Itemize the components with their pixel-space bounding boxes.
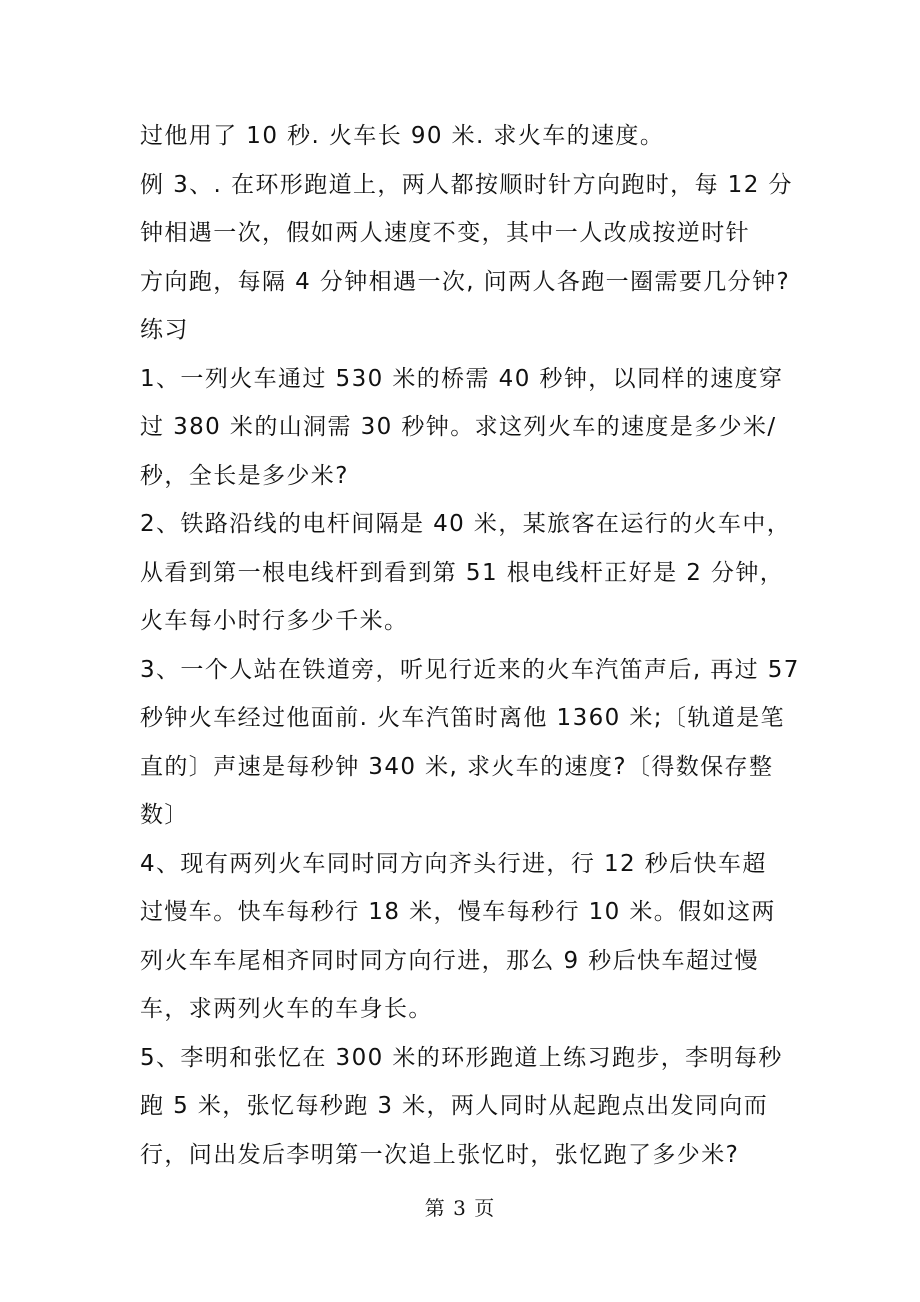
- text-line: 列火车车尾相齐同时同方向行进，那么 9 秒后快车超过慢: [140, 947, 760, 974]
- text-line: 从看到第一根电线杆到看到第 51 根电线杆正好是 2 分钟，: [140, 559, 785, 586]
- text-line: 5、李明和张忆在 300 米的环形跑道上练习跑步，李明每秒: [140, 1044, 783, 1071]
- text-line: 跑 5 米，张忆每秒跑 3 米，两人同时从起跑点出发同向而: [140, 1093, 769, 1119]
- page-number: 第 3 页: [424, 1196, 496, 1220]
- text-line: 车，求两列火车的车身长。: [140, 996, 433, 1022]
- text-line: 钟相遇一次，假如两人速度不变，其中一人改成按逆时针: [140, 220, 750, 246]
- text-line: 2、铁路沿线的电杆间隔是 40 米，某旅客在运行的火车中，: [140, 511, 792, 537]
- text-line: 行，问出发后李明第一次追上张忆时，张忆跑了多少米?: [140, 1141, 740, 1168]
- text-line: 过他用了 10 秒. 火车长 90 米. 求火车的速度。: [140, 123, 665, 149]
- text-line: 过 380 米的山洞需 30 秒钟。求这列火车的速度是多少米/: [140, 414, 777, 440]
- text-line: 3、一个人站在铁道旁，听见行近来的火车汽笛声后, 再过 57: [140, 656, 800, 683]
- text-line: 秒钟火车经过他面前. 火车汽笛时离他 1360 米;〔轨道是笔: [140, 705, 785, 731]
- text-line: 秒，全长是多少米?: [140, 462, 349, 489]
- text-line: 例 3、. 在环形跑道上，两人都按顺时针方向跑时，每 12 分: [140, 171, 793, 198]
- text-line: 4、现有两列火车同时同方向齐头行进，行 12 秒后快车超: [140, 850, 767, 877]
- text-line: 方向跑，每隔 4 分钟相遇一次, 问两人各跑一圈需要几分钟?: [140, 268, 791, 295]
- section-heading: 练习: [140, 317, 189, 343]
- text-line: 过慢车。快车每秒行 18 米，慢车每秒行 10 米。假如这两: [140, 899, 776, 925]
- text-line: 火车每小时行多少千米。: [140, 608, 409, 634]
- text-line: 1、一列火车通过 530 米的桥需 40 秒钟，以同样的速度穿: [140, 365, 784, 392]
- body-text: [140, 112, 800, 1179]
- text-line: 数〕: [140, 802, 189, 828]
- text-line: 直的〕声速是每秒钟 340 米, 求火车的速度?〔得数保存整: [140, 753, 774, 780]
